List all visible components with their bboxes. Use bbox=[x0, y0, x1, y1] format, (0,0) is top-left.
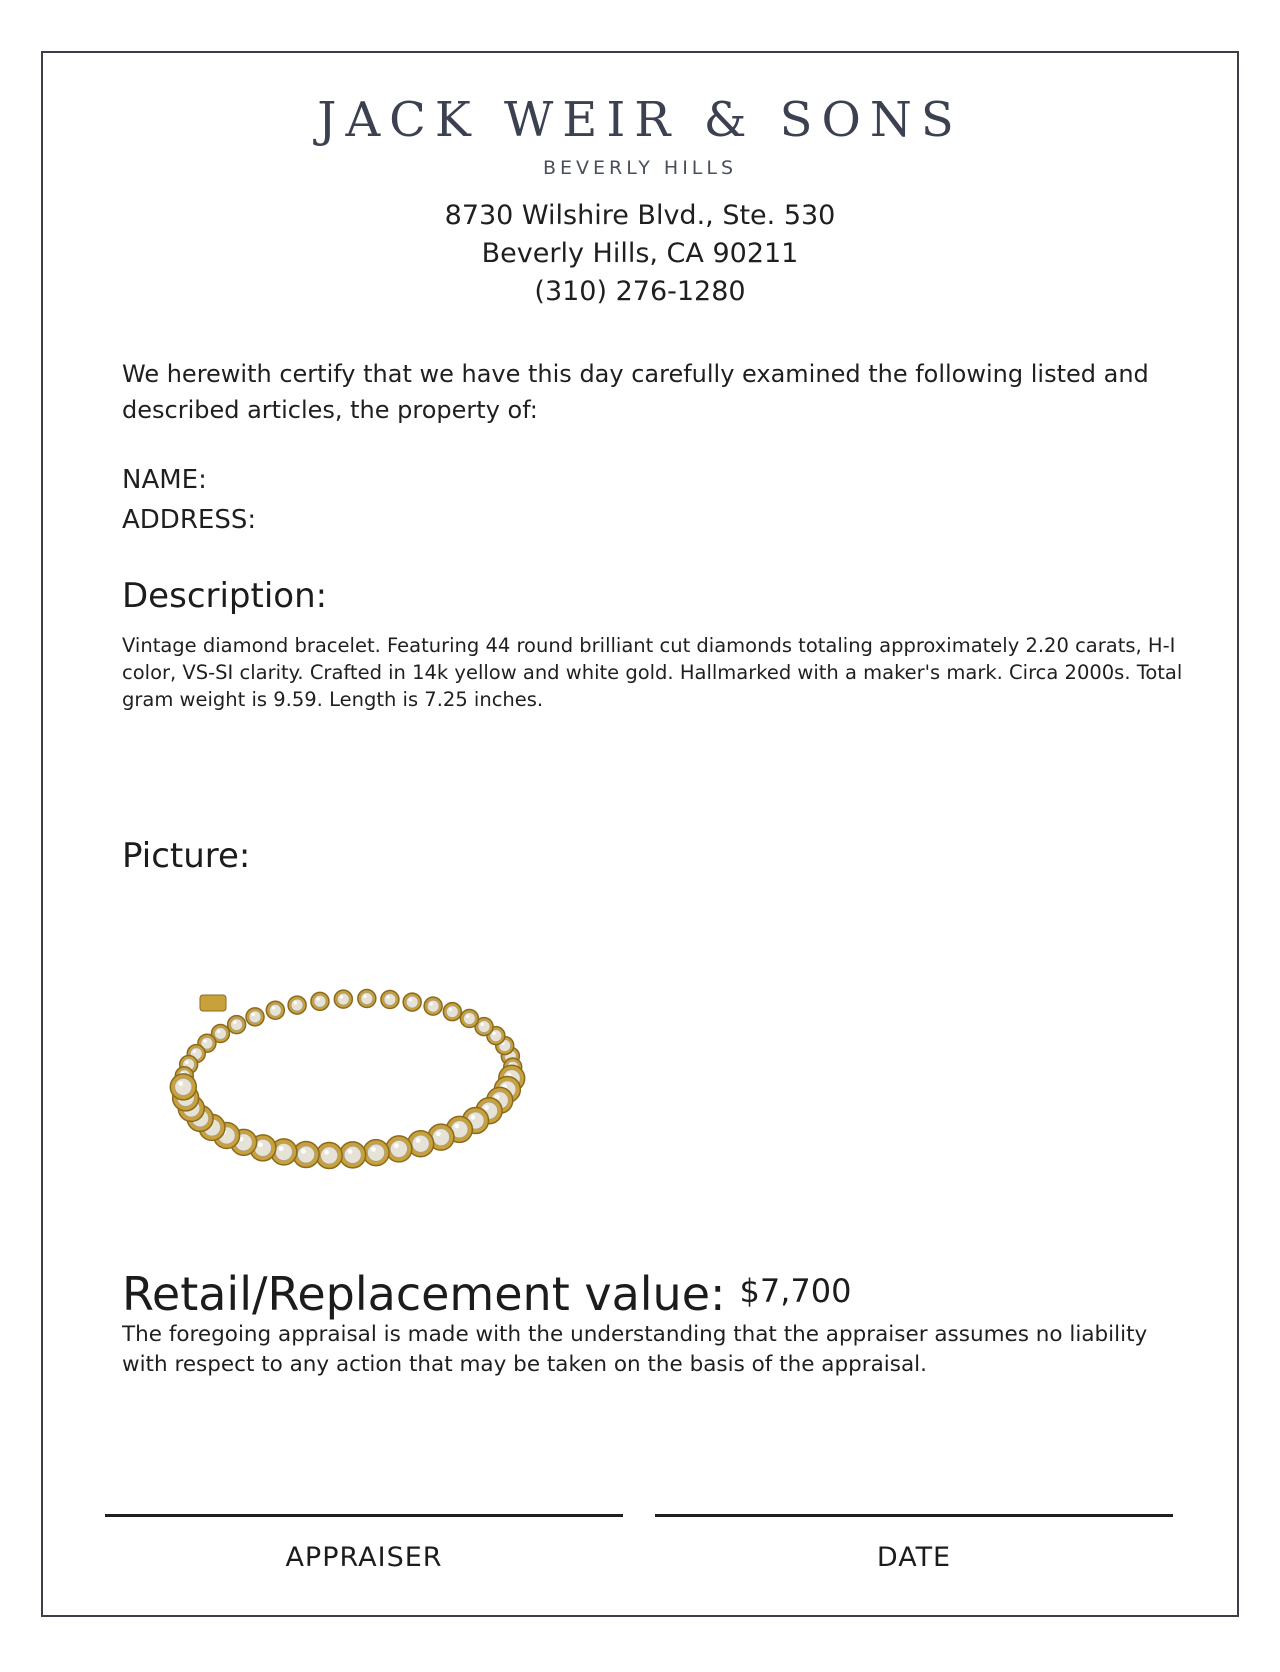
address-line-1: 8730 Wilshire Blvd., Ste. 530 bbox=[444, 200, 836, 231]
description-text: Vintage diamond bracelet. Featuring 44 round brilliant cut diamonds totaling approximately 2.20 carats, H-I color, VS-SI clarity. Crafted in 14k yellow and white gold. Hallmarked with a maker's mark. Circa 2000s. Total gram weight is 9.59. Length is 7.25 inches. bbox=[122, 634, 1183, 711]
brand-city: BEVERLY HILLS bbox=[542, 157, 738, 179]
valuation-row bbox=[122, 1266, 851, 1322]
owner-name-label: NAME: bbox=[122, 465, 207, 495]
date-label: DATE bbox=[876, 1542, 952, 1573]
bracelet-photo-icon bbox=[160, 965, 540, 1185]
phone-number: (310) 276-1280 bbox=[534, 276, 746, 307]
owner-address-label: ADDRESS: bbox=[122, 505, 257, 535]
brand-title: JACK WEIR & SONS bbox=[317, 92, 963, 148]
description-heading: Description: bbox=[122, 576, 328, 616]
valuation-amount: $7,700 bbox=[739, 1272, 852, 1310]
certification-text: We herewith certify that we have this day carefully examined the following listed and described articles, the property of: bbox=[122, 360, 1149, 424]
appraiser-signature-line bbox=[105, 1514, 623, 1517]
picture-heading: Picture: bbox=[122, 836, 251, 876]
date-signature-line bbox=[655, 1514, 1173, 1517]
disclaimer-text: The foregoing appraisal is made with the understanding that the appraiser assumes no liability with respect to any action that may be taken on the basis of the appraisal. bbox=[122, 1322, 1148, 1377]
valuation-label: Retail/Replacement value: bbox=[122, 1267, 726, 1321]
bracelet-photo bbox=[160, 965, 540, 1185]
appraiser-label: APPRAISER bbox=[285, 1542, 443, 1573]
address-line-2: Beverly Hills, CA 90211 bbox=[481, 238, 799, 269]
